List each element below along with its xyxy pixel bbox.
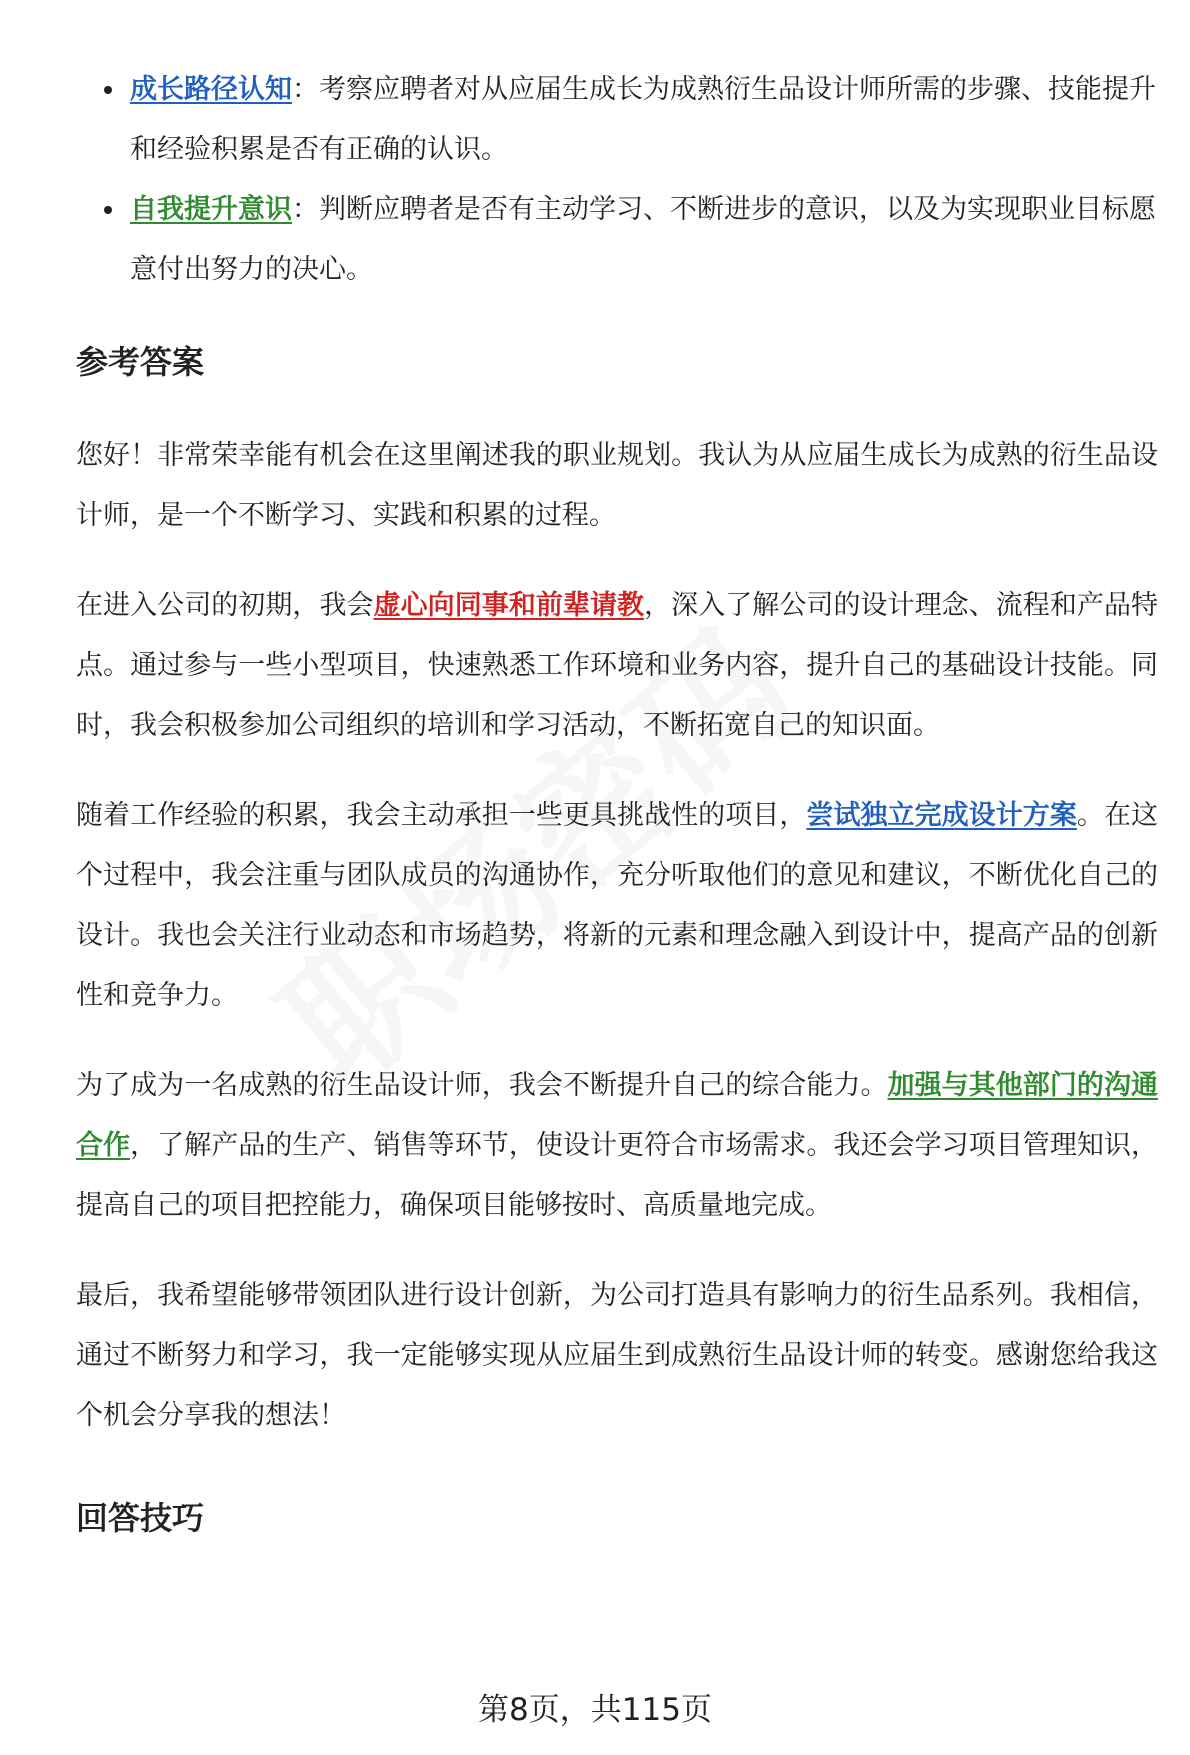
list-item-text: ：考察应聘者对从应届生成长为成熟衍生品设计师所需的步骤、技能提升和经验积累是否有正确的认识。 <box>130 74 1156 165</box>
keyword-growth-path: 成长路径认知 <box>130 74 292 105</box>
keyword-cross-department: 加强与其他部门的沟通合作 <box>76 1070 1159 1161</box>
criteria-list <box>76 60 1158 300</box>
answer-paragraph-1: 您好！非常荣幸能有机会在这里阐述我的职业规划。我认为从应届生成长为成熟的衍生品设计师，是一个不断学习、实践和积累的过程。 <box>76 440 1158 531</box>
list-item <box>130 180 1158 300</box>
list-item-text: ：判断应聘者是否有主动学习、不断进步的意识，以及为实现职业目标愿意付出努力的决心。 <box>130 194 1156 285</box>
section-heading-answer: 参考答案 <box>76 343 205 381</box>
answer-paragraph-5: 最后，我希望能够带领团队进行设计创新，为公司打造具有影响力的衍生品系列。我相信，通过不断努力和学习，我一定能够实现从应届生到成熟衍生品设计师的转变。感谢您给我这个机会分享我的想法！ <box>76 1280 1158 1431</box>
paragraph-text: 。在这个过程中，我会注重与团队成员的沟通协作，充分听取他们的意见和建议，不断优化自己的设计。我也会关注行业动态和市场趋势，将新的元素和理念融入到设计中，提高产品的创新性和竞争力。 <box>76 800 1159 1011</box>
paragraph-text: ，了解产品的生产、销售等环节，使设计更符合市场需求。我还会学习项目管理知识，提高自己的项目把控能力，确保项目能够按时、高质量地完成。 <box>76 1130 1159 1221</box>
document-page <box>76 60 1158 1538</box>
answer-paragraph-3 <box>76 786 1158 1026</box>
keyword-consult-colleagues: 虚心向同事和前辈请教 <box>373 590 645 621</box>
paragraph-text: 在进入公司的初期，我会 <box>76 590 374 621</box>
keyword-self-improvement: 自我提升意识 <box>130 194 292 225</box>
paragraph-text: 为了成为一名成熟的衍生品设计师，我会不断提升自己的综合能力。 <box>76 1070 888 1101</box>
page-number-footer: 第8页，共115页 <box>478 1692 712 1728</box>
answer-paragraph-4 <box>76 1056 1158 1236</box>
keyword-independent-design: 尝试独立完成设计方案 <box>806 800 1077 831</box>
paragraph-text: ，深入了解公司的设计理念、流程和产品特点。通过参与一些小型项目，快速熟悉工作环境和业务内容，提升自己的基础设计技能。同时，我会积极参加公司组织的培训和学习活动，不断拓宽自己的知识面。 <box>76 590 1159 741</box>
section-heading-tips: 回答技巧 <box>76 1499 205 1537</box>
list-item <box>130 60 1158 180</box>
answer-paragraph-2 <box>76 576 1158 756</box>
paragraph-text: 随着工作经验的积累，我会主动承担一些更具挑战性的项目， <box>76 800 807 831</box>
